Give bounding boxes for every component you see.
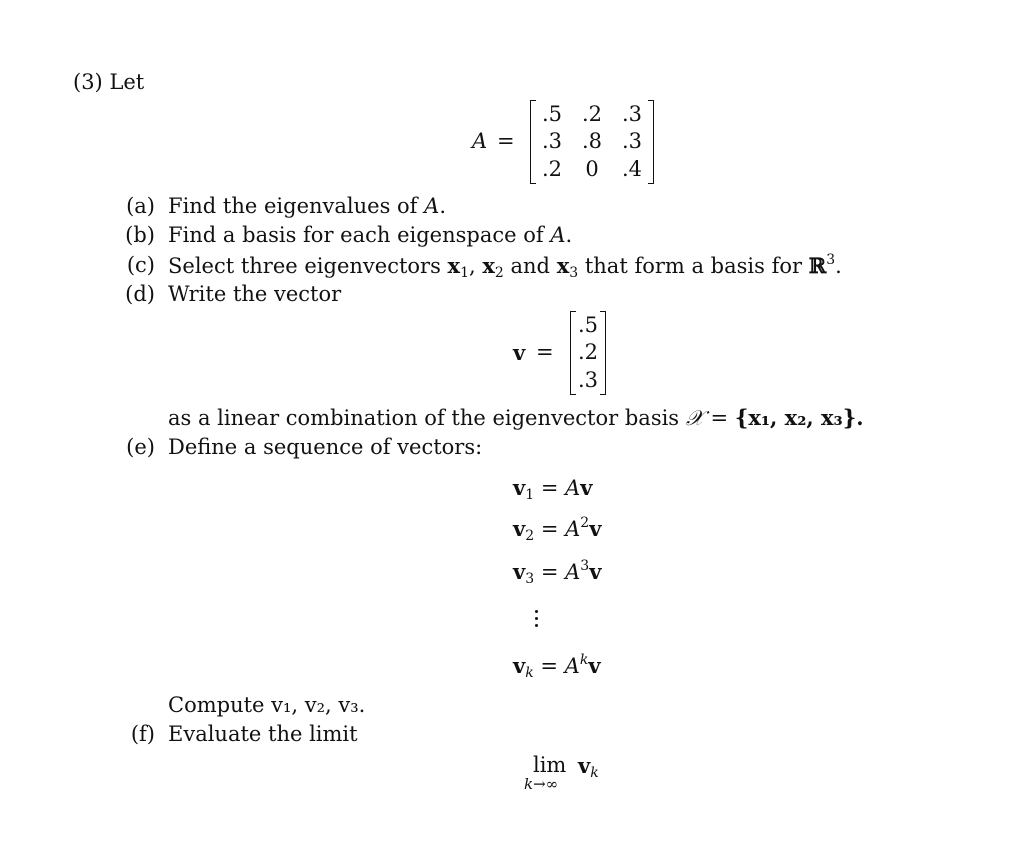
part-f-text: Evaluate the limit — [168, 722, 358, 746]
part-b-pre: Find a basis for each eigenspace of — [168, 223, 544, 247]
part-c-label: (c) — [126, 253, 155, 277]
part-e-label: (e) — [126, 435, 155, 459]
part-d-continuation — [168, 407, 864, 429]
part-c-t1: Select three eigenvectors — [168, 254, 441, 278]
seq-lhs: v — [513, 653, 526, 678]
sequence-row — [513, 515, 602, 544]
part-a-text — [168, 196, 446, 217]
limit-operator: lim — [533, 753, 567, 777]
part-c-t2: and — [510, 254, 551, 278]
seq-rhs-exp: 3 — [580, 558, 590, 574]
seq-rhs-vec: v — [589, 516, 602, 541]
seq-lhs: v — [513, 516, 526, 541]
vector-entry: .3 — [577, 368, 599, 392]
part-a-pre: Find the eigenvalues of — [168, 194, 418, 218]
seq-rhs-vec: v — [589, 559, 602, 584]
seq-rhs-base: A — [565, 476, 581, 500]
matrix-left-bracket — [530, 100, 536, 184]
part-c-x2: x — [482, 253, 495, 278]
matrix-cell: .4 — [621, 157, 643, 181]
seq-rhs-vec: v — [580, 475, 593, 500]
part-d-label: (d) — [125, 282, 155, 306]
part-a-sym: A — [424, 194, 440, 218]
vector-entry: .5 — [577, 313, 599, 337]
limit-vec: v — [578, 753, 591, 778]
sequence-row — [513, 558, 602, 587]
problem-intro: Let — [109, 70, 145, 94]
part-c-x1: x — [447, 253, 461, 278]
matrix-cell: .5 — [541, 102, 563, 126]
seq-lhs-sub: 2 — [525, 528, 535, 544]
sequence-row — [513, 652, 601, 681]
limit-vec-sub: k — [590, 765, 599, 781]
part-b-label: (b) — [125, 223, 155, 247]
seq-lhs: v — [513, 559, 526, 584]
part-c-field: ℝ — [808, 253, 827, 278]
matrix-cell: .2 — [581, 102, 603, 126]
equals-sign: = — [540, 560, 559, 584]
part-c-field-sup: 3 — [826, 252, 836, 268]
matrix-cell: .3 — [621, 129, 643, 153]
seq-lhs-sub: k — [525, 665, 534, 681]
vector-name: v — [513, 340, 526, 365]
part-d-cont: as a linear combination of the eigenvector basis — [168, 406, 680, 430]
problem-header — [73, 72, 144, 93]
seq-rhs-base: A — [564, 654, 580, 678]
limit-subscript: k→∞ — [524, 775, 559, 793]
part-b-sym: A — [550, 223, 566, 247]
part-a-post: . — [439, 194, 447, 218]
problem-number: (3) — [73, 70, 103, 94]
seq-rhs-exp: 2 — [580, 515, 590, 531]
equals-sign: = — [536, 340, 554, 364]
sequence-row — [513, 475, 593, 503]
limit-argument — [578, 753, 599, 781]
matrix-cell: .8 — [581, 129, 603, 153]
vector-entry: .2 — [577, 340, 599, 364]
vertical-ellipsis — [534, 610, 540, 631]
part-c-x3-sub: 3 — [569, 265, 579, 281]
part-d-text: Write the vector — [168, 282, 342, 306]
basis-symbol: 𝒳 — [685, 406, 704, 430]
equals-sign: = — [540, 654, 558, 678]
basis-set: {x₁, x₂, x₃}. — [734, 405, 864, 430]
seq-lhs: v — [513, 475, 526, 500]
part-b-text — [168, 225, 572, 246]
part-a-label: (a) — [126, 194, 155, 218]
part-e-text: Define a sequence of vectors: — [168, 435, 483, 459]
equals-sign: = — [540, 476, 559, 500]
seq-rhs-base: A — [565, 517, 581, 541]
part-c-x3: x — [556, 253, 570, 278]
part-c-post: . — [835, 254, 842, 278]
seq-lhs-sub: 1 — [525, 487, 535, 503]
part-c-text — [168, 252, 842, 281]
part-c-x2-sub: 2 — [494, 265, 504, 281]
part-b-post: . — [565, 223, 573, 247]
seq-lhs-sub: 3 — [525, 571, 535, 587]
matrix-cell: .3 — [621, 102, 643, 126]
matrix-name: A — [472, 129, 488, 153]
seq-rhs-base: A — [565, 560, 581, 584]
matrix-cell: 0 — [585, 157, 599, 181]
part-c-x1-sub: 1 — [460, 265, 469, 281]
equals-sign: = — [497, 129, 515, 153]
compute-line: Compute v₁, v₂, v₃. — [168, 693, 366, 717]
part-f-label: (f) — [130, 722, 155, 746]
part-c-comma: , — [469, 254, 476, 278]
equals-sign: = — [710, 406, 729, 430]
seq-rhs-exp: k — [579, 652, 589, 668]
matrix-cell: .2 — [541, 157, 563, 181]
matrix-right-bracket — [648, 100, 654, 184]
part-c-t3: that form a basis for — [584, 254, 803, 278]
seq-rhs-vec: v — [588, 653, 601, 678]
equals-sign: = — [540, 517, 559, 541]
matrix-cell: .3 — [541, 129, 563, 153]
